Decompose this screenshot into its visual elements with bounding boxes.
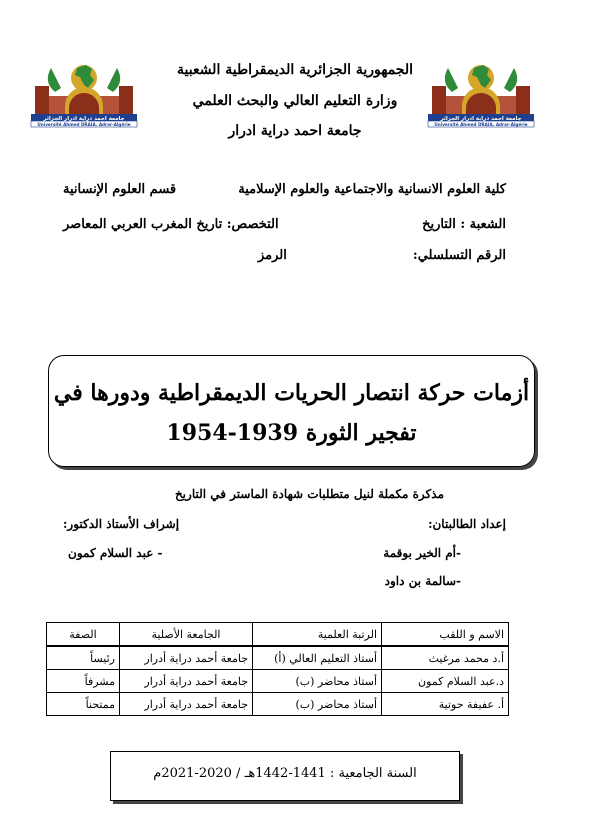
member-university: جامعة أحمد دراية أدرار bbox=[120, 646, 253, 670]
member-name: د.عبد السلام كمون bbox=[382, 670, 509, 693]
logo-graphic bbox=[25, 52, 143, 132]
faculty-name: كلية العلوم الانسانية والاجتماعية والعلوم الإسلامية bbox=[238, 182, 506, 197]
academic-year: السنة الجامعية : 1441-1442هـ / 2020-2021م bbox=[153, 766, 417, 781]
member-university: جامعة أحمد دراية أدرار bbox=[120, 670, 253, 693]
tower-left bbox=[432, 86, 446, 114]
thesis-title-box bbox=[48, 355, 535, 467]
thesis-title-line2: تفجير الثورة 1939-1954 bbox=[166, 420, 417, 446]
member-university: جامعة أحمد دراية أدرار bbox=[120, 693, 253, 716]
laurel-left-icon bbox=[445, 68, 458, 92]
committee-table bbox=[46, 622, 509, 716]
member-rank: أستاذ محاضر (ب) bbox=[253, 670, 382, 693]
department-name: قسم العلوم الإنسانية bbox=[63, 182, 177, 197]
students-label: إعداد الطالبتان: bbox=[428, 517, 506, 531]
supervisor-name: - عبد السلام كمون bbox=[68, 546, 163, 560]
member-name: أ.د محمد مرغيث bbox=[382, 646, 509, 670]
student-name-2: -سالمة بن داود bbox=[384, 574, 461, 588]
member-role: رئيساً bbox=[47, 646, 120, 670]
academic-year-box bbox=[110, 751, 460, 801]
specialty-label: التخصص: تاريخ المغرب العربي المعاصر bbox=[63, 217, 279, 232]
laurel-left-icon bbox=[48, 68, 61, 92]
tower-left bbox=[35, 86, 49, 114]
ministry-name: وزارة التعليم العالي والبحث العلمي bbox=[192, 93, 398, 109]
student-name-1: -أم الخير بوقمة bbox=[383, 546, 461, 560]
member-rank: أستاذ محاضر (ب) bbox=[253, 693, 382, 716]
table-row bbox=[47, 693, 509, 716]
column-header-rank: الرتبة العلمية bbox=[253, 623, 382, 647]
thesis-subtitle: مذكرة مكملة لنيل متطلبات شهادة الماستر في التاريخ bbox=[174, 487, 444, 501]
logo-caption-fr: Université Ahmed DRAIA. Adrar-Algérie bbox=[434, 122, 528, 127]
logo-caption-ar: جامعة احمد دراية ادرار الجزائر bbox=[43, 115, 125, 122]
logo-caption-ar: جامعة احمد دراية ادرار الجزائر bbox=[440, 115, 522, 122]
serial-number-label: الرقم التسلسلي: bbox=[412, 248, 506, 263]
column-header-role: الصفة bbox=[47, 623, 120, 647]
republic-name: الجمهورية الجزائرية الديمقراطية الشعبية bbox=[176, 62, 413, 78]
tower-right bbox=[516, 86, 530, 114]
member-role: مشرفاً bbox=[47, 670, 120, 693]
laurel-right-icon bbox=[504, 68, 517, 92]
column-header-name: الاسم و اللقب bbox=[382, 623, 509, 647]
tower-right bbox=[119, 86, 133, 114]
university-name: جامعة احمد دراية ادرار bbox=[228, 123, 362, 139]
supervisor-label: إشراف الأستاذ الدكتور: bbox=[63, 517, 180, 531]
university-logo-left bbox=[25, 52, 143, 132]
branch-label: الشعبة : التاريخ bbox=[422, 217, 506, 232]
university-logo-right bbox=[422, 52, 540, 132]
member-role: ممتحناً bbox=[47, 693, 120, 716]
thesis-title-line1: أزمات حركة انتصار الحريات الديمقراطية ودورها في bbox=[53, 380, 530, 406]
table-row bbox=[47, 646, 509, 670]
logo-graphic bbox=[422, 52, 540, 132]
logo-caption-fr: Université Ahmed DRAIA. Adrar-Algérie bbox=[37, 122, 131, 127]
laurel-right-icon bbox=[107, 68, 120, 92]
table-row bbox=[47, 670, 509, 693]
member-rank: أستاذ التعليم العالي (أ) bbox=[253, 646, 382, 670]
table-header-row bbox=[47, 623, 509, 647]
column-header-university: الجامعة الأصلية bbox=[120, 623, 253, 647]
code-label: الرمز bbox=[258, 248, 287, 263]
member-name: أ. عفيفة حوتية bbox=[382, 693, 509, 716]
